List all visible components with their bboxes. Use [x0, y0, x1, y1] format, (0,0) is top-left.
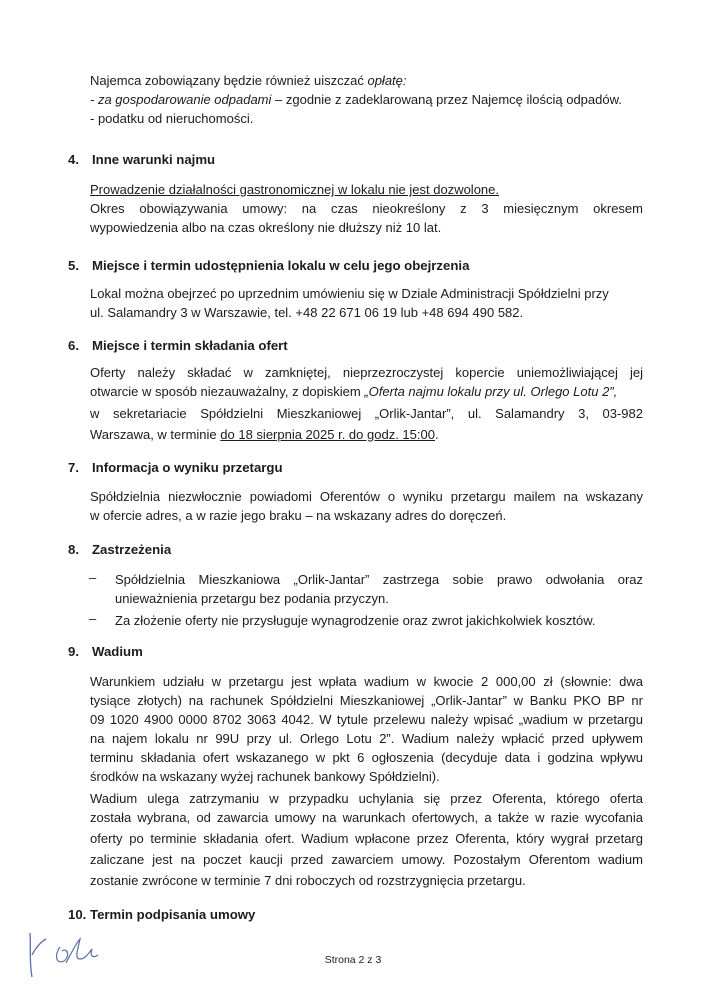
section-4-p1: Prowadzenie działalności gastronomicznej w lokalu nie jest dozwolone. [90, 182, 499, 197]
section-7-line-2: w ofercie adres, a w razie jego braku – na wskazany adres do doręczeń. [90, 508, 507, 523]
section-9-p2-line-4: zaliczane jest na poczet kaucji przed zawarciem umowy. Pozostałym Oferentom wadium [90, 852, 643, 867]
intro-line-3: - podatku od nieruchomości. [90, 111, 254, 126]
section-4-p2-line-1: Okres obowiązywania umowy: na czas nieokreślony z 3 miesięcznym okresem [90, 201, 643, 216]
section-6-heading: 6. Miejsce i termin składania ofert [68, 338, 288, 353]
section-9-p1-line-5: terminu składania ofert wskazanego w pkt 6 ogłoszenia (decyduje data i godzina wpływu [90, 750, 643, 765]
intro-line-2: - za gospodarowanie odpadami – zgodnie z zadeklarowaną przez Najemcę ilością odpadów. [90, 92, 622, 107]
section-7-line-1: Spółdzielnia niezwłocznie powiadomi Oferentów o wyniku przetargu mailem na wskazany [90, 489, 643, 504]
bullet-dash-2: – [89, 611, 97, 626]
section-6-line-1: Oferty należy składać w zamkniętej, nieprzezroczystej kopercie uniemożliwiającej jej [90, 365, 643, 380]
section-5-line-2: ul. Salamandry 3 w Warszawie, tel. +48 22 671 06 19 lub +48 694 490 582. [90, 305, 524, 320]
section-10-heading: 10. Termin podpisania umowy [68, 907, 256, 922]
section-5-heading: 5. Miejsce i termin udostępnienia lokalu w celu jego obejrzenia [68, 258, 470, 273]
deadline-text: do 18 sierpnia 2025 r. do godz. 15:00 [220, 427, 435, 442]
section-5-line-1: Lokal można obejrzeć po uprzednim umówieniu się w Dziale Administracji Spółdzielni przy [90, 286, 609, 301]
section-8-bullet-2: Za złożenie oferty nie przysługuje wynagrodzenie oraz zwrot jakichkolwiek kosztów. [115, 613, 596, 628]
section-7-heading: 7. Informacja o wyniku przetargu [68, 460, 283, 475]
page-number-footer: Strona 2 z 3 [324, 954, 382, 966]
section-9-p1-line-4: na najem lokalu nr 99U przy ul. Orlego Lotu 2”. Wadium należy wpłacić przed upływem [90, 731, 643, 746]
section-8-bullet-1-line-2: unieważnienia przetargu bez podania przyczyn. [115, 591, 389, 606]
section-6-line-3: w sekretariacie Spółdzielni Mieszkaniowej „Orlik-Jantar”, ul. Salamandry 3, 03-982 [90, 406, 643, 421]
section-9-p2-line-3: oferty po terminie składania ofert. Wadium wpłacone przez Oferenta, który wygrał przetarg [90, 831, 643, 846]
section-6-line-2: otwarcie w sposób niezauważalny, z dopiskiem „Oferta najmu lokalu przy ul. Orlego Lotu 2”, [90, 384, 618, 399]
section-8-heading: 8. Zastrzeżenia [68, 542, 172, 557]
section-9-heading: 9. Wadium [68, 644, 143, 659]
intro-line-1: Najemca zobowiązany będzie również uiszczać opłatę: [90, 73, 407, 88]
section-9-p1-line-6: środków na wskazany wyżej rachunek bankowy Spółdzielni). [90, 769, 440, 784]
section-8-bullet-1-line-1: Spółdzielnia Mieszkaniowa „Orlik-Jantar” zastrzega sobie prawo odwołania oraz [115, 572, 643, 587]
section-9-p2-line-5: zostanie zwrócone w terminie 7 dni roboczych od rozstrzygnięcia przetargu. [90, 873, 526, 888]
section-9-p1-line-3: 09 1020 4900 0000 8702 3063 4042. W tytule przelewu należy wpisać „wadium w przetargu [90, 712, 643, 727]
section-9-p1-line-1: Warunkiem udziału w przetargu jest wpłata wadium w kwocie 2 000,00 zł (słownie: dwa [90, 674, 643, 689]
bullet-dash-1: – [89, 570, 97, 585]
section-4-heading: 4. Inne warunki najmu [68, 152, 216, 167]
section-9-p2-line-2: została wybrana, od zawarcia umowy na warunkach ofertowych, a także w razie wycofania [90, 810, 643, 825]
section-6-line-4: Warszawa, w terminie do 18 sierpnia 2025 r. do godz. 15:00. [90, 427, 439, 442]
section-9-p2-line-1: Wadium ulega zatrzymaniu w przypadku uchylania się przez Oferenta, którego oferta [90, 791, 643, 806]
section-9-p1-line-2: tysiące złotych) na rachunek Spółdzielni Mieszkaniowej „Orlik-Jantar” w Banku PKO BP nr [90, 693, 643, 708]
section-4-p2-line-2: wypowiedzenia albo na czas określony nie dłuższy niż 10 lat. [90, 220, 442, 235]
